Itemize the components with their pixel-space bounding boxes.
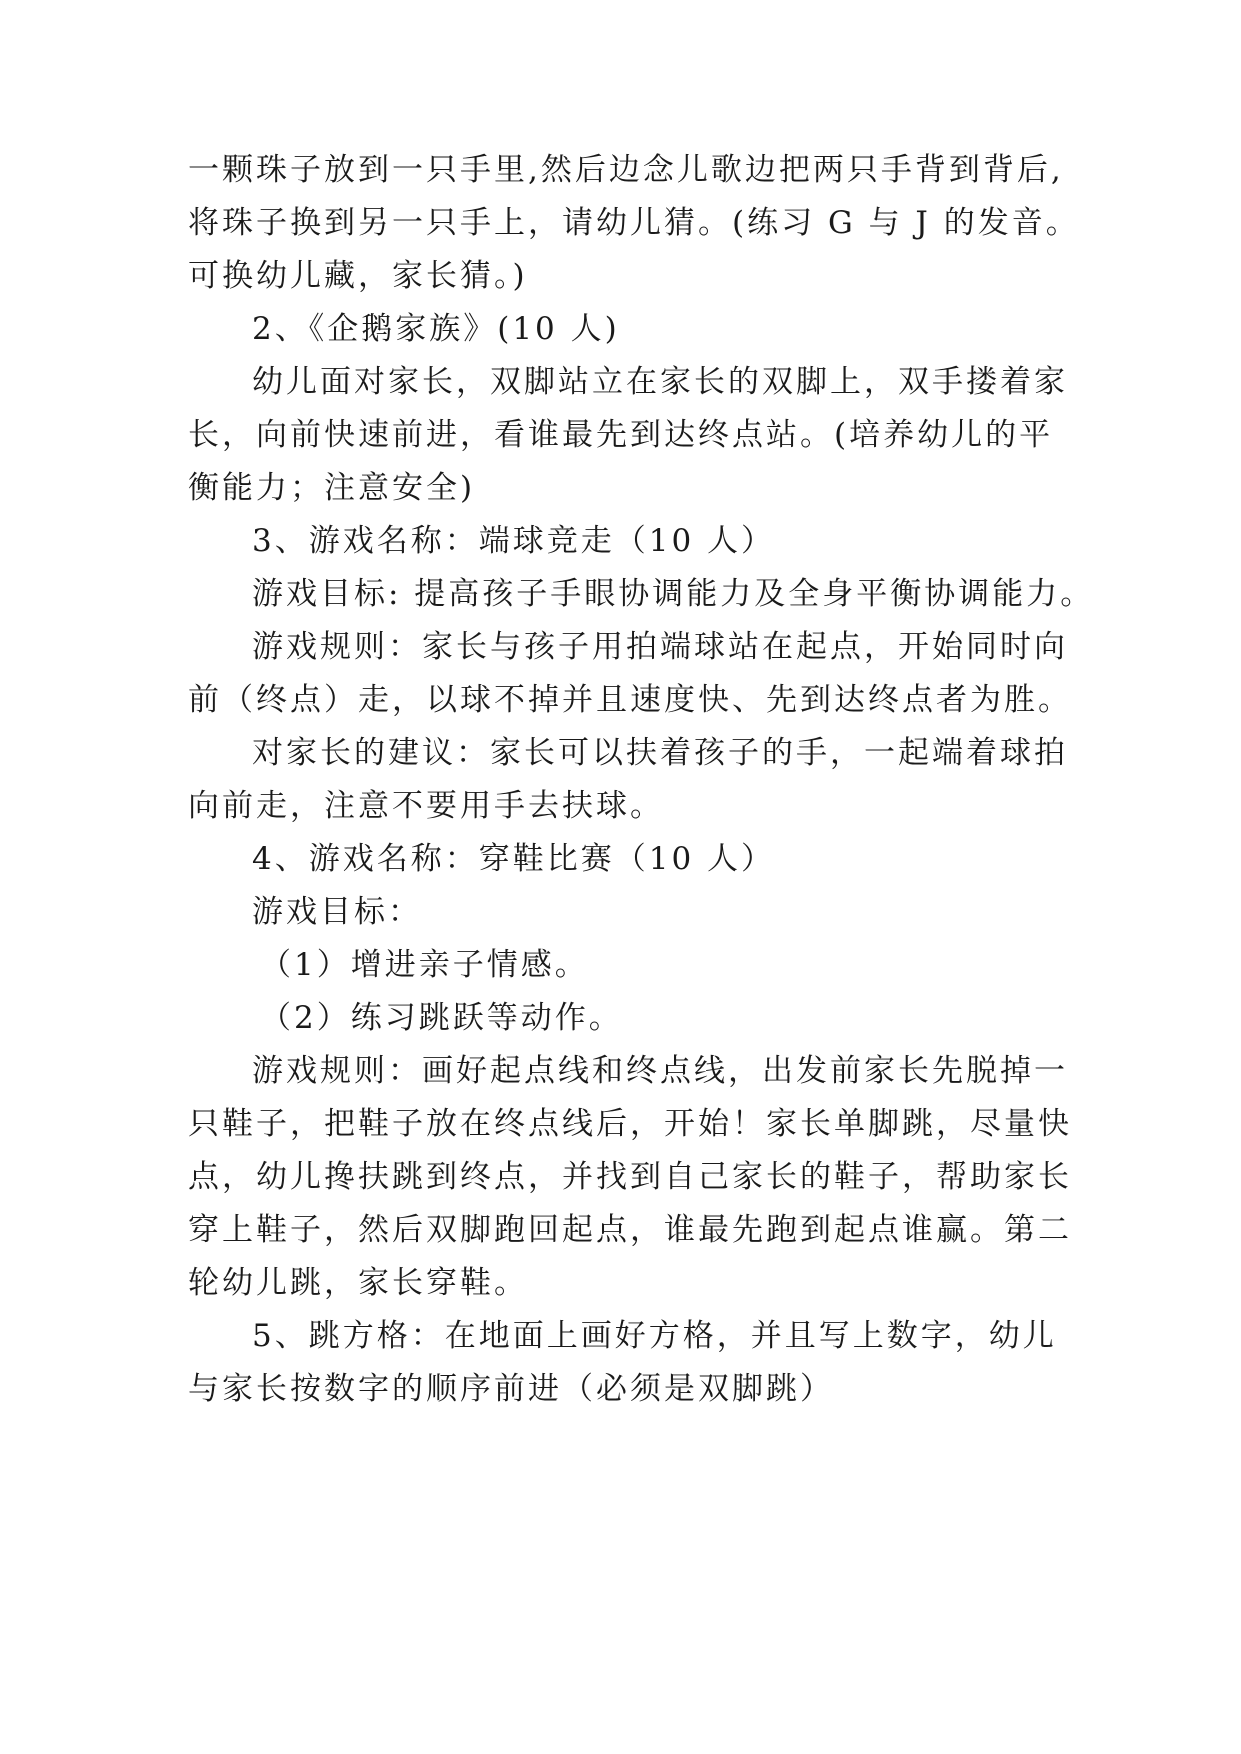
text-line: 与家长按数字的顺序前进（必须是双脚跳） xyxy=(188,1371,834,1407)
text-line: 只鞋子，把鞋子放在终点线后，开始！家长单脚跳，尽量快 xyxy=(188,1106,1072,1142)
text-line: 对家长的建议：家长可以扶着孩子的手，一起端着球拍 xyxy=(252,735,1068,771)
text-line: 衡能力；注意安全) xyxy=(188,470,476,506)
section-heading: 2、《企鹅家族》(10 人) xyxy=(252,311,620,347)
text-line: 将珠子换到另一只手上，请幼儿猜。(练习 G 与 J 的发音。 xyxy=(188,205,1080,241)
text-line: 一颗珠子放到一只手里,然后边念儿歌边把两只手背到背后, xyxy=(188,152,1064,188)
text-line: 游戏目标: 提高孩子手眼协调能力及全身平衡协调能力。 xyxy=(252,576,1095,612)
text-line: 游戏规则：家长与孩子用拍端球站在起点，开始同时向 xyxy=(252,629,1068,665)
section-heading: 5、跳方格：在地面上画好方格，并且写上数字，幼儿 xyxy=(252,1318,1057,1354)
text-line: 游戏目标： xyxy=(252,894,422,930)
section-heading: 4、游戏名称：穿鞋比赛（10 人） xyxy=(252,841,776,877)
section-heading: 3、游戏名称：端球竞走（10 人） xyxy=(252,523,776,559)
text-line: 前（终点）走，以球不掉并且速度快、先到达终点者为胜。 xyxy=(188,682,1072,718)
text-line: 点，幼儿搀扶跳到终点，并找到自己家长的鞋子，帮助家长 xyxy=(188,1159,1072,1195)
text-line: 幼儿面对家长，双脚站立在家长的双脚上，双手搂着家 xyxy=(252,364,1068,400)
list-item: （1）增进亲子情感。 xyxy=(260,947,589,983)
text-line: 长，向前快速前进，看谁最先到达终点站。(培养幼儿的平 xyxy=(188,417,1054,453)
text-line: 游戏规则：画好起点线和终点线，出发前家长先脱掉一 xyxy=(252,1053,1068,1089)
text-line: 轮幼儿跳，家长穿鞋。 xyxy=(188,1265,528,1301)
text-line: 向前走，注意不要用手去扶球。 xyxy=(188,788,664,824)
text-line: 穿上鞋子，然后双脚跑回起点，谁最先跑到起点谁赢。第二 xyxy=(188,1212,1072,1248)
list-item: （2）练习跳跃等动作。 xyxy=(260,1000,623,1036)
text-line: 可换幼儿藏，家长猜。) xyxy=(188,258,528,294)
